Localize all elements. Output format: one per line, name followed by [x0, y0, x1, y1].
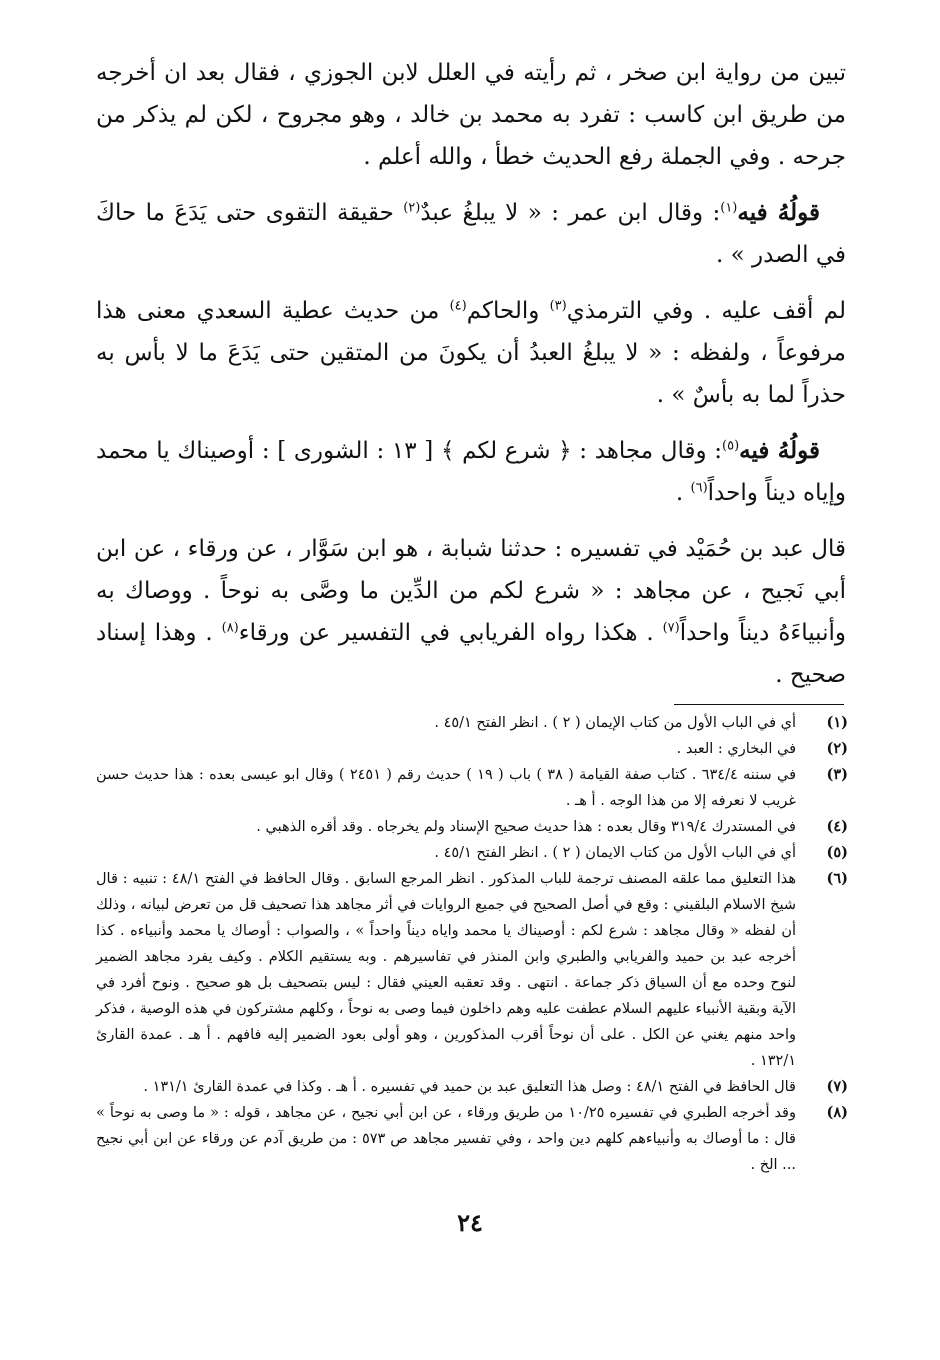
- text-run: . وهذا إسناد صحيح .: [96, 620, 846, 688]
- text-run: . هكذا رواه الفريابي في التفسير عن ورقاء: [238, 620, 663, 646]
- text-run: لم أقف عليه . وفي الترمذي: [566, 298, 846, 324]
- text-run: والحاكم: [466, 298, 550, 324]
- footnote-ref: (٨): [221, 620, 239, 636]
- footnote: [96, 1100, 848, 1178]
- footnote: [96, 710, 848, 736]
- text-run: .: [675, 480, 691, 506]
- footnote-number: (٢): [826, 740, 848, 757]
- footnote-text: هذا التعليق مما علقه المصنف ترجمة للباب المذكور . انظر المرجع السابق . وقال الحافظ في الفتح ٤٨/١ : تنبيه : قال شيخ الاسلام البلقيني : وقع في أصل الصحيح في جميع الروايات في أثر مجاهد هذا تصحيف قل من تعرض لبيانه ، وذلك أن لفظه « وقال مجاهد : شرع لكم : أوصيناك يا محمد واياه ديناً واحداً » ، والصواب : أوصاك يا محمد وأنبياءه . كذا أخرجه عبد بن حميد والفريابي والطبري وابن المنذر في تفاسيرهم . وبه يستقيم الكلام . وكيف يفرد مجاهد الضمير لنوح وحده مع أن السياق ذكر جماعة . انتهى . وقد تعقبه العيني فقال : ليس بتصحيف بل هو صحيح . ونوح أفرد في الآية وبقية الأنبياء عليهم السلام عطفت عليه وهم داخلون فيما وصى به نوحاً ، وكلهم مشتركون في هذه الوصية ، فذكر واحد منهم يغني عن الكل . على أن نوحاً أقرب المذكورين ، وهو أولى بعود الضمير إليه فافهم . أ هـ . عمدة القارئ ١٣٢/١ .: [96, 871, 797, 1069]
- footnote-number: (٦): [826, 870, 848, 887]
- footnote-number: (١): [826, 714, 848, 731]
- footnote-ref: (٧): [662, 620, 680, 636]
- text-run: : وقال ابن عمر : « لا يبلغُ عبدٌ: [420, 200, 721, 226]
- text-run: من حديث عطية السعدي معنى هذا مرفوعاً ، ولفظه : « لا يبلغُ العبدُ أن يكونَ من المتقين حتى يَدَعَ ما لا بأس به حذراً لما به بأسٌ » .: [96, 298, 846, 408]
- page-number: ٢٤: [457, 1208, 483, 1237]
- paragraph: [96, 430, 846, 514]
- paragraph-lead: قولُهُ فيه: [739, 437, 820, 464]
- footnote-ref: (٢): [403, 200, 421, 216]
- footnote-text: أي في الباب الأول من كتاب الإيمان ( ٢ ) . انظر الفتح ٤٥/١ .: [434, 715, 796, 731]
- paragraph-lead: قولُهُ فيه: [737, 199, 820, 226]
- footnote-ref: (٣): [549, 298, 567, 314]
- footnote: [96, 736, 848, 762]
- footnote-text: أي في الباب الأول من كتاب الايمان ( ٢ ) . انظر الفتح ٤٥/١ .: [434, 845, 796, 861]
- footnote-text: في البخاري : العبد .: [676, 741, 796, 757]
- footnote: [96, 1074, 848, 1100]
- text-run: حقيقة التقوى حتى يَدَعَ ما حاكَ في الصدر » .: [96, 200, 846, 268]
- footnote: [96, 840, 848, 866]
- footnote-number: (٨): [826, 1104, 848, 1121]
- main-text: [96, 52, 846, 710]
- footnote: [96, 814, 848, 840]
- paragraph: [96, 528, 846, 696]
- footnote-number: (٧): [826, 1078, 848, 1095]
- footnote-ref: (٦): [690, 480, 708, 496]
- footnote-ref: (٤): [449, 298, 467, 314]
- footnote-text: قال الحافظ في الفتح ٤٨/١ : وصل هذا التعليق عبد بن حميد في تفسيره . أ هـ . وكذا في عمدة القارئ ١٣١/١ .: [143, 1079, 796, 1095]
- footnote-text: في سننه ٦٣٤/٤ . كتاب صفة القيامة ( ٣٨ ) باب ( ١٩ ) حديث رقم ( ٢٤٥١ ) وقال ابو عيسى بعده : هذا حديث حسن غريب لا نعرفه إلا من هذا الوجه . أ هـ .: [96, 767, 796, 809]
- footnote-separator: [674, 704, 844, 705]
- footnote: [96, 762, 848, 814]
- footnote-number: (٣): [826, 766, 848, 783]
- text-run: تبين من رواية ابن صخر ، ثم رأيته في العلل لابن الجوزي ، فقال بعد ان أخرجه من طريق ابن كاسب : تفرد به محمد بن خالد ، وهو مجروح ، لكن لم يذكر من جرحه . وفي الجملة رفع الحديث خطأ ، والله أعلم .: [96, 60, 846, 170]
- paragraph: [96, 290, 846, 416]
- paragraph: [96, 192, 846, 276]
- footnote: [96, 866, 848, 1074]
- footnote-number: (٤): [826, 818, 848, 835]
- footnote-ref: (١): [720, 200, 738, 216]
- footnote-ref: (٥): [722, 438, 740, 454]
- footnotes: [96, 710, 848, 1178]
- paragraph: [96, 52, 846, 178]
- footnote-text: وقد أخرجه الطبري في تفسيره ١٠/٢٥ من طريق ورقاء ، عن ابن أبي نجيح ، عن مجاهد ، قوله : « ما وصى به نوحاً » قال : ما أوصاك به وأنبياءهم كلهم دين واحد ، وفي تفسير مجاهد ص ٥٧٣ : من طريق آدم عن ورقاء عن ابن أبي نجيح ... الخ .: [96, 1105, 796, 1173]
- text-run: قال عبد بن حُمَيْد في تفسيره : حدثنا شبابة ، هو ابن سَوَّار ، عن ورقاء ، عن ابن أبي نَجيح ، عن مجاهد : « شرع لكم من الدِّين ما وصَّى به نوحاً . ووصاك به وأنبياءَهُ ديناً واحداً: [96, 536, 846, 646]
- footnote-text: في المستدرك ٣١٩/٤ وقال بعده : هذا حديث صحيح الإسناد ولم يخرجاه . وقد أقره الذهبي .: [256, 819, 796, 835]
- text-run: : وقال مجاهد : ﴿ شرع لكم ﴾ [ ١٣ : الشورى ] : أوصيناك يا محمد وإياه ديناً واحداً: [96, 438, 846, 506]
- footnote-number: (٥): [826, 844, 848, 861]
